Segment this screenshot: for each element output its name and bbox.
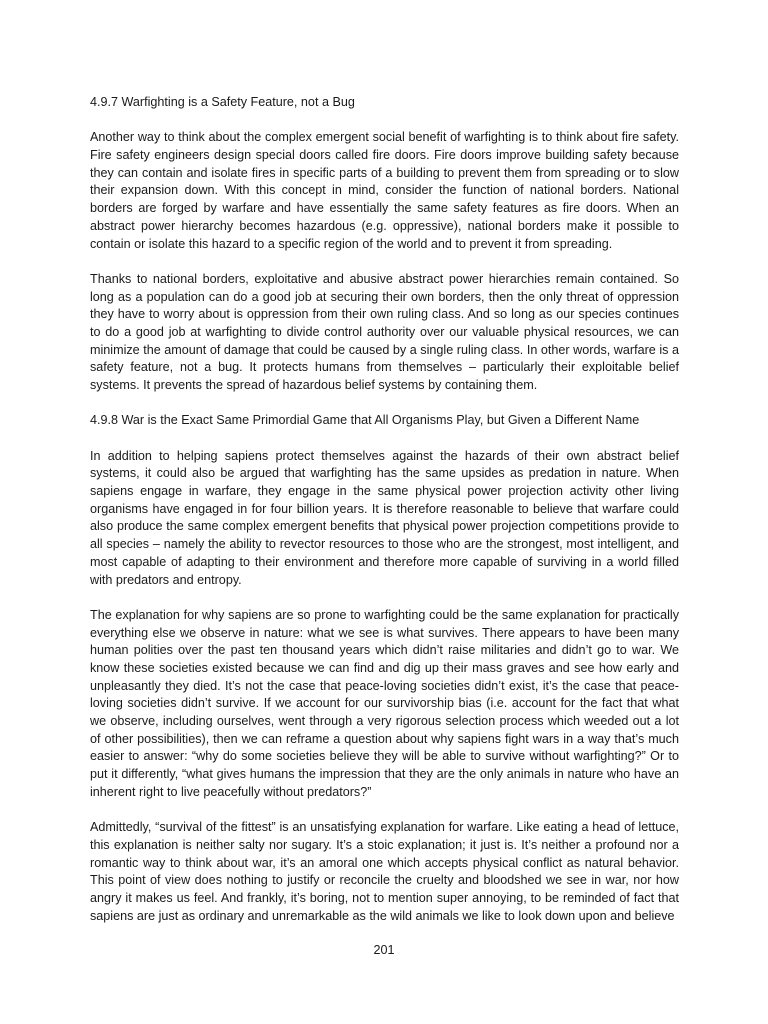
page-number: 201 [373,943,395,957]
body-paragraph: The explanation for why sapiens are so prone to warfighting could be the same explanation for practically everything else we observe in nature: what we see is what survives. There appears to have been many human polities over the past ten thousand years which didn’t raise militaries and didn’t go to war. We know these societies existed because we can find and dig up their mass graves and see how early and unpleasantly they died. It’s not the case that peace-loving societies didn’t exist, it’s the case that peace-loving societies didn’t survive. If we account for our survivorship bias (i.e. account for the fact that what we observe, including ourselves, went through a very rigorous selection process which weeded out a lot of other possibilities), then we can reframe a question about why sapiens fight wars in a way that’s much easier to answer: “why do some societies believe they will be able to survive without warfighting?” Or to put it differently, “what gives humans the impression that they are the only animals in nature who have an inherent right to live peacefully without predators?” [90,607,679,799]
document-page [90,94,679,943]
body-paragraph: Thanks to national borders, exploitative and abusive abstract power hierarchies remain contained. So long as a population can do a good job at securing their own borders, then the only threat of oppression they have to worry about is oppression from their own ruling class. And so long as our species continues to do a good job at warfighting to divide control authority over our valuable physical resources, we can minimize the amount of damage that could be caused by a single ruling class. In other words, warfare is a safety feature, not a bug. It protects humans from themselves – particularly their exploitable belief systems. It prevents the spread of hazardous belief systems by containing them. [90,271,679,393]
section-heading: 4.9.8 War is the Exact Same Primordial Game that All Organisms Play, but Given a Different Name [90,413,640,428]
body-paragraph: In addition to helping sapiens protect themselves against the hazards of their own abstract belief systems, it could also be argued that warfighting has the same upsides as predation in nature. When sapiens engage in warfare, they engage in the same physical power projection activity other living organisms have engaged in for four billion years. It is therefore reasonable to believe that warfare could also produce the same complex emergent benefits that physical power projection competitions provide to all species – namely the ability to revector resources to those who are the strongest, most intelligent, and most capable of adapting to their environment and therefore more capable of surviving in a world filled with predators and entropy. [90,448,679,587]
section-heading: 4.9.7 Warfighting is a Safety Feature, not a Bug [90,95,355,109]
body-paragraph: Another way to think about the complex emergent social benefit of warfighting is to think about fire safety. Fire safety engineers design special doors called fire doors. Fire doors improve building safety because they can contain and isolate fires in specific parts of a building to prevent them from spreading or to slow their expansion down. With this concept in mind, consider the function of national borders. National borders are forged by warfare and have essentially the same safety features as fire doors. When an abstract power hierarchy becomes hazardous (e.g. oppressive), national borders make it possible to contain or isolate this hazard to a specific region of the world and to prevent it from spreading. [90,130,679,251]
body-paragraph: Admittedly, “survival of the fittest” is an unsatisfying explanation for warfare. Like eating a head of lettuce, this explanation is neither salty nor sugary. It’s a stoic explanation; it just is. It’s neither a profound nor a romantic way to think about war, it’s an amoral one which accepts physical conflict as natural behavior. This point of view does nothing to justify or reconcile the cruelty and bloodshed we see in war, nor how angry it makes us feel. And frankly, it’s boring, not to mention super annoying, to be reminded of fact that sapiens are just as ordinary and unremarkable as the wild animals we like to look down upon and believe [90,820,679,923]
